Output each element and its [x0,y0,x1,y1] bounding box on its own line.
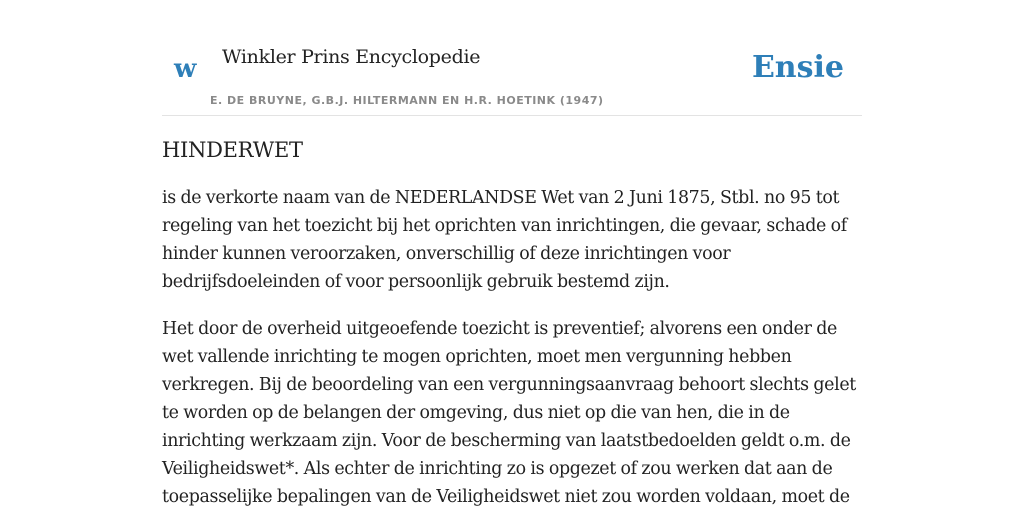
encyclopedia-title[interactable]: Winkler Prins Encyclopedie [222,46,481,68]
ensie-logo[interactable]: Ensie [751,50,844,85]
article-paragraph-1: is de verkorte naam van de NEDERLANDSE Wet van 2 Juni 1875, Stbl. no 95 tot regeling van het toezicht bij het oprichten van inrichtingen, die gevaar, schade of hinder kunnen veroorzaken, onverschillig of deze inrichtingen voor bedrijfsdoeleinden of voor persoonlijk gebruik bestemd zijn. [162,188,847,292]
article [162,138,862,512]
article-paragraph-2: Het door de overheid uitgeoefende toezicht is preventief; alvorens een onder de wet vallende inrichting te mogen oprichten, moet men vergunning hebben verkregen. Bij de beoordeling van een vergunningsaanvraag behoort slechts gelet te worden op de belangen der omgeving, dus niet op die van hen, die in de inrichting werkzaam zijn. Voor de bescherming van laatstbedoelden geldt o.m. de Veiligheidswet*. Als echter de inrichting zo is opgezet of zou werken dat aan de toepasselijke bepalingen van de Veiligheidswet niet zou worden voldaan, moet de [162,319,856,507]
authors-line: E. DE BRUYNE, G.B.J. HILTERMANN EN H.R. HOETINK (1947) [210,94,604,107]
winkler-prins-logo[interactable]: w [174,54,197,84]
article-headword: HINDERWET [162,138,303,162]
site-header [162,40,862,116]
